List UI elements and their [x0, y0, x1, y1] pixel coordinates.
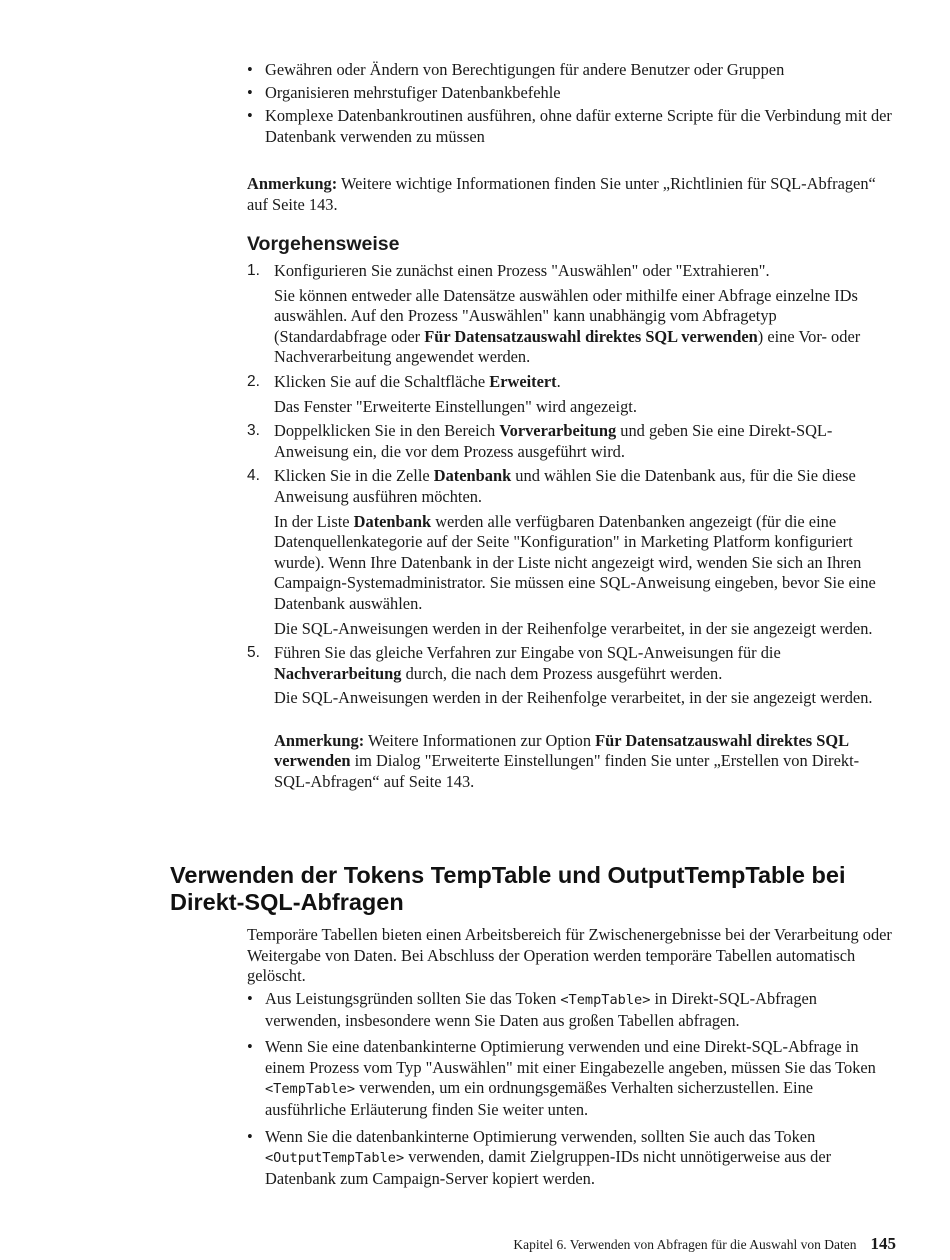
intro-bullet-list [247, 60, 892, 150]
step-text: Klicken Sie in die Zelle Datenbank und wählen Sie die Datenbank aus, für die Sie diese Anweisung ausführen möchten. [274, 466, 856, 506]
note-intro [247, 174, 892, 215]
code-token: <TempTable> [560, 992, 651, 1008]
step-text: Klicken Sie auf die Schaltfläche Erweitert. [274, 371, 561, 391]
step-number: 5. [247, 644, 260, 662]
step-number: 2. [247, 372, 260, 390]
list-item: • Organisieren mehrstufiger Datenbankbefehle [247, 83, 892, 104]
chapter-title: Kapitel 6. Verwenden von Abfragen für die Auswahl von Daten [513, 1237, 857, 1252]
procedure-heading: Vorgehensweise [247, 233, 400, 255]
list-item: • Aus Leistungsgründen sollten Sie das Token <TempTable> in Direkt-SQL-Abfragen verwenden, insbesondere wenn Sie Daten aus großen Tabellen abfragen. [247, 989, 892, 1031]
section-heading: Verwenden der Tokens TempTable und OutputTempTable bei Direkt-SQL-Abfragen [170, 862, 846, 915]
step-number: 3. [247, 422, 260, 440]
list-item: • Gewähren oder Ändern von Berechtigungen für andere Benutzer oder Gruppen [247, 60, 892, 81]
procedure-section [247, 232, 892, 256]
step-detail: Die SQL-Anweisungen werden in der Reihenfolge verarbeitet, in der sie angezeigt werden. [274, 618, 873, 638]
page-footer [513, 1234, 896, 1256]
code-token: <TempTable> [265, 1081, 356, 1098]
section-bullet-list [247, 989, 892, 1192]
intro-paragraph: Temporäre Tabellen bieten einen Arbeitsbereich für Zwischenergebnisse bei der Verarbeitung oder Weitergabe von Daten. Bei Abschluss der Operation werden temporäre Tabellen automatisch gelöscht. [247, 925, 892, 986]
note-text: Weitere wichtige Informationen finden Sie unter „Richtlinien für SQL-Abfragen“ auf Seite 143. [247, 174, 876, 214]
step-note: Anmerkung: Weitere Informationen zur Option Für Datensatzauswahl direktes SQL verwenden im Dialog "Erweiterte Einstellungen" finden Sie unter „Erstellen von Direkt-SQL-Abfragen“ auf Seite 143. [274, 730, 860, 792]
list-item: • Wenn Sie die datenbankinterne Optimierung verwenden, sollten Sie auch das Token <OutputTempTable> verwenden, damit Zielgruppen-IDs nicht unnötigerweise aus der Datenbank zum Campaign-Server kopiert werden. [247, 1127, 892, 1190]
step-2 [247, 372, 892, 417]
step-1 [247, 261, 892, 368]
step-text: Führen Sie das gleiche Verfahren zur Eingabe von SQL-Anweisungen für die Nachverarbeitung durch, die nach dem Prozess ausgeführt werden. [274, 643, 781, 683]
page-number: 145 [870, 1234, 896, 1253]
step-detail: In der Liste Datenbank werden alle verfügbaren Datenbanken angezeigt (für die eine Datenquellenkategorie auf der Seite "Konfiguration" in Marketing Platform konfiguriert wurde). Wenn Ihre Datenbank in der Liste nicht angezeigt wird, wenden Sie sich an Ihren Campaign-Systemadministrator. Sie müssen eine SQL-Anweisung eingeben, bevor Sie eine Datenbank auswählen. [274, 511, 876, 613]
step-5 [247, 643, 892, 793]
code-token: <OutputTempTable> [265, 1150, 405, 1167]
list-item: • Komplexe Datenbankroutinen ausführen, ohne dafür externe Scripte für die Verbindung mit der Datenbank verwenden zu müssen [247, 106, 892, 147]
procedure-steps [247, 261, 892, 793]
step-detail: Die SQL-Anweisungen werden in der Reihenfolge verarbeitet, in der sie angezeigt werden. [274, 688, 873, 708]
step-number: 1. [247, 262, 260, 279]
section-header [170, 862, 890, 916]
step-text: Konfigurieren Sie zunächst einen Prozess "Auswählen" oder "Extrahieren". [274, 261, 770, 280]
step-4 [247, 466, 892, 639]
list-item: • Wenn Sie eine datenbankinterne Optimierung verwenden und eine Direkt-SQL-Abfrage in einem Prozess vom Typ "Auswählen" mit einer Eingabezelle angeben, müssen Sie das Token <TempTable> verwenden, um ein ordnungsgemäßes Verhalten sicherzustellen. Eine ausführliche Erläuterung finden Sie weiter unten. [247, 1037, 892, 1120]
step-detail: Das Fenster "Erweiterte Einstellungen" wird angezeigt. [274, 396, 637, 416]
note-label: Anmerkung: [247, 174, 338, 193]
section-intro [247, 925, 892, 987]
step-text: Doppelklicken Sie in den Bereich Vorverarbeitung und geben Sie eine Direkt-SQL-Anweisung ein, die vor dem Prozess ausgeführt wird. [274, 421, 833, 461]
step-detail: Sie können entweder alle Datensätze auswählen oder mithilfe einer Abfrage einzelne IDs auswählen. Auf den Prozess "Auswählen" kann unabhängig vom Abfragetyp (Standardabfrage oder Für Datensatzauswahl direktes SQL verwenden) eine Vor- oder Nachverarbeitung angewendet werden. [274, 285, 861, 367]
step-3 [247, 421, 892, 462]
step-number: 4. [247, 467, 260, 485]
